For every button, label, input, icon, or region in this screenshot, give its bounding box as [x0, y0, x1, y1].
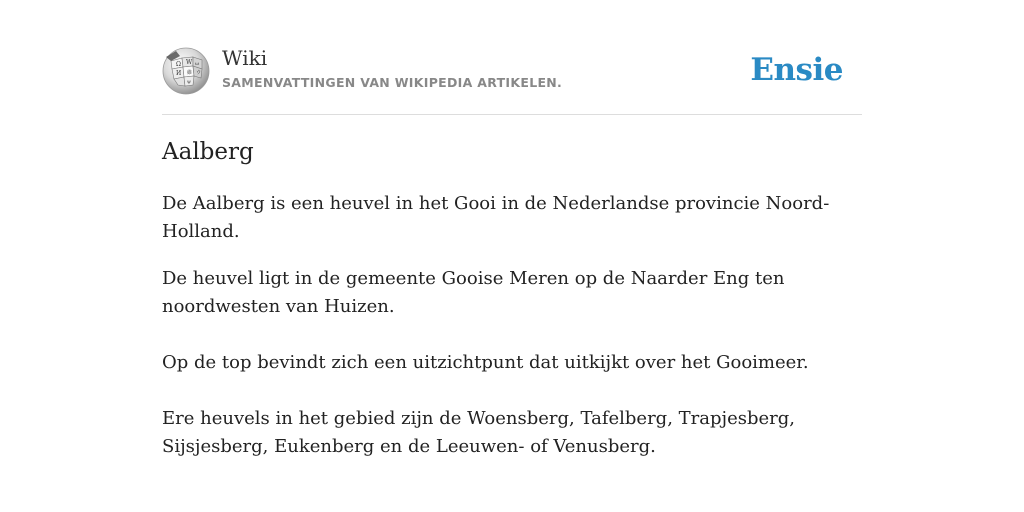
svg-text:ウ: ウ	[196, 70, 202, 76]
article-paragraph: De Aalberg is een heuvel in het Gooi in de Nederlandse provincie Noord-Holland.	[162, 193, 830, 242]
article	[162, 136, 862, 461]
svg-text:ω: ω	[195, 61, 200, 67]
wikipedia-globe-icon[interactable]	[162, 47, 210, 95]
article-paragraph: De heuvel ligt in de gemeente Gooise Meren op de Naarder Eng ten noordwesten van Huizen.	[162, 268, 785, 317]
article-paragraph: Op de top bevindt zich een uitzichtpunt dat uitkijkt over het Gooimeer.	[162, 352, 809, 373]
svg-text:И: И	[176, 70, 182, 77]
svg-text:W: W	[186, 59, 193, 66]
svg-text:Ω: Ω	[176, 61, 181, 68]
article-title: Aalberg	[162, 139, 254, 165]
brand-name[interactable]: Wiki	[222, 46, 268, 70]
svg-text:維: 維	[187, 70, 193, 76]
brand-tagline: SAMENVATTINGEN VAN WIKIPEDIA ARTIKELEN.	[222, 75, 563, 90]
site-logo[interactable]: Ensie	[750, 52, 843, 88]
article-paragraph: Ere heuvels in het gebied zijn de Woensberg, Tafelberg, Trapjesberg, Sijsjesberg, Eukenberg en de Leeuwen- of Venusberg.	[162, 408, 796, 457]
site-header	[162, 40, 862, 115]
svg-text:ψ: ψ	[187, 79, 191, 85]
